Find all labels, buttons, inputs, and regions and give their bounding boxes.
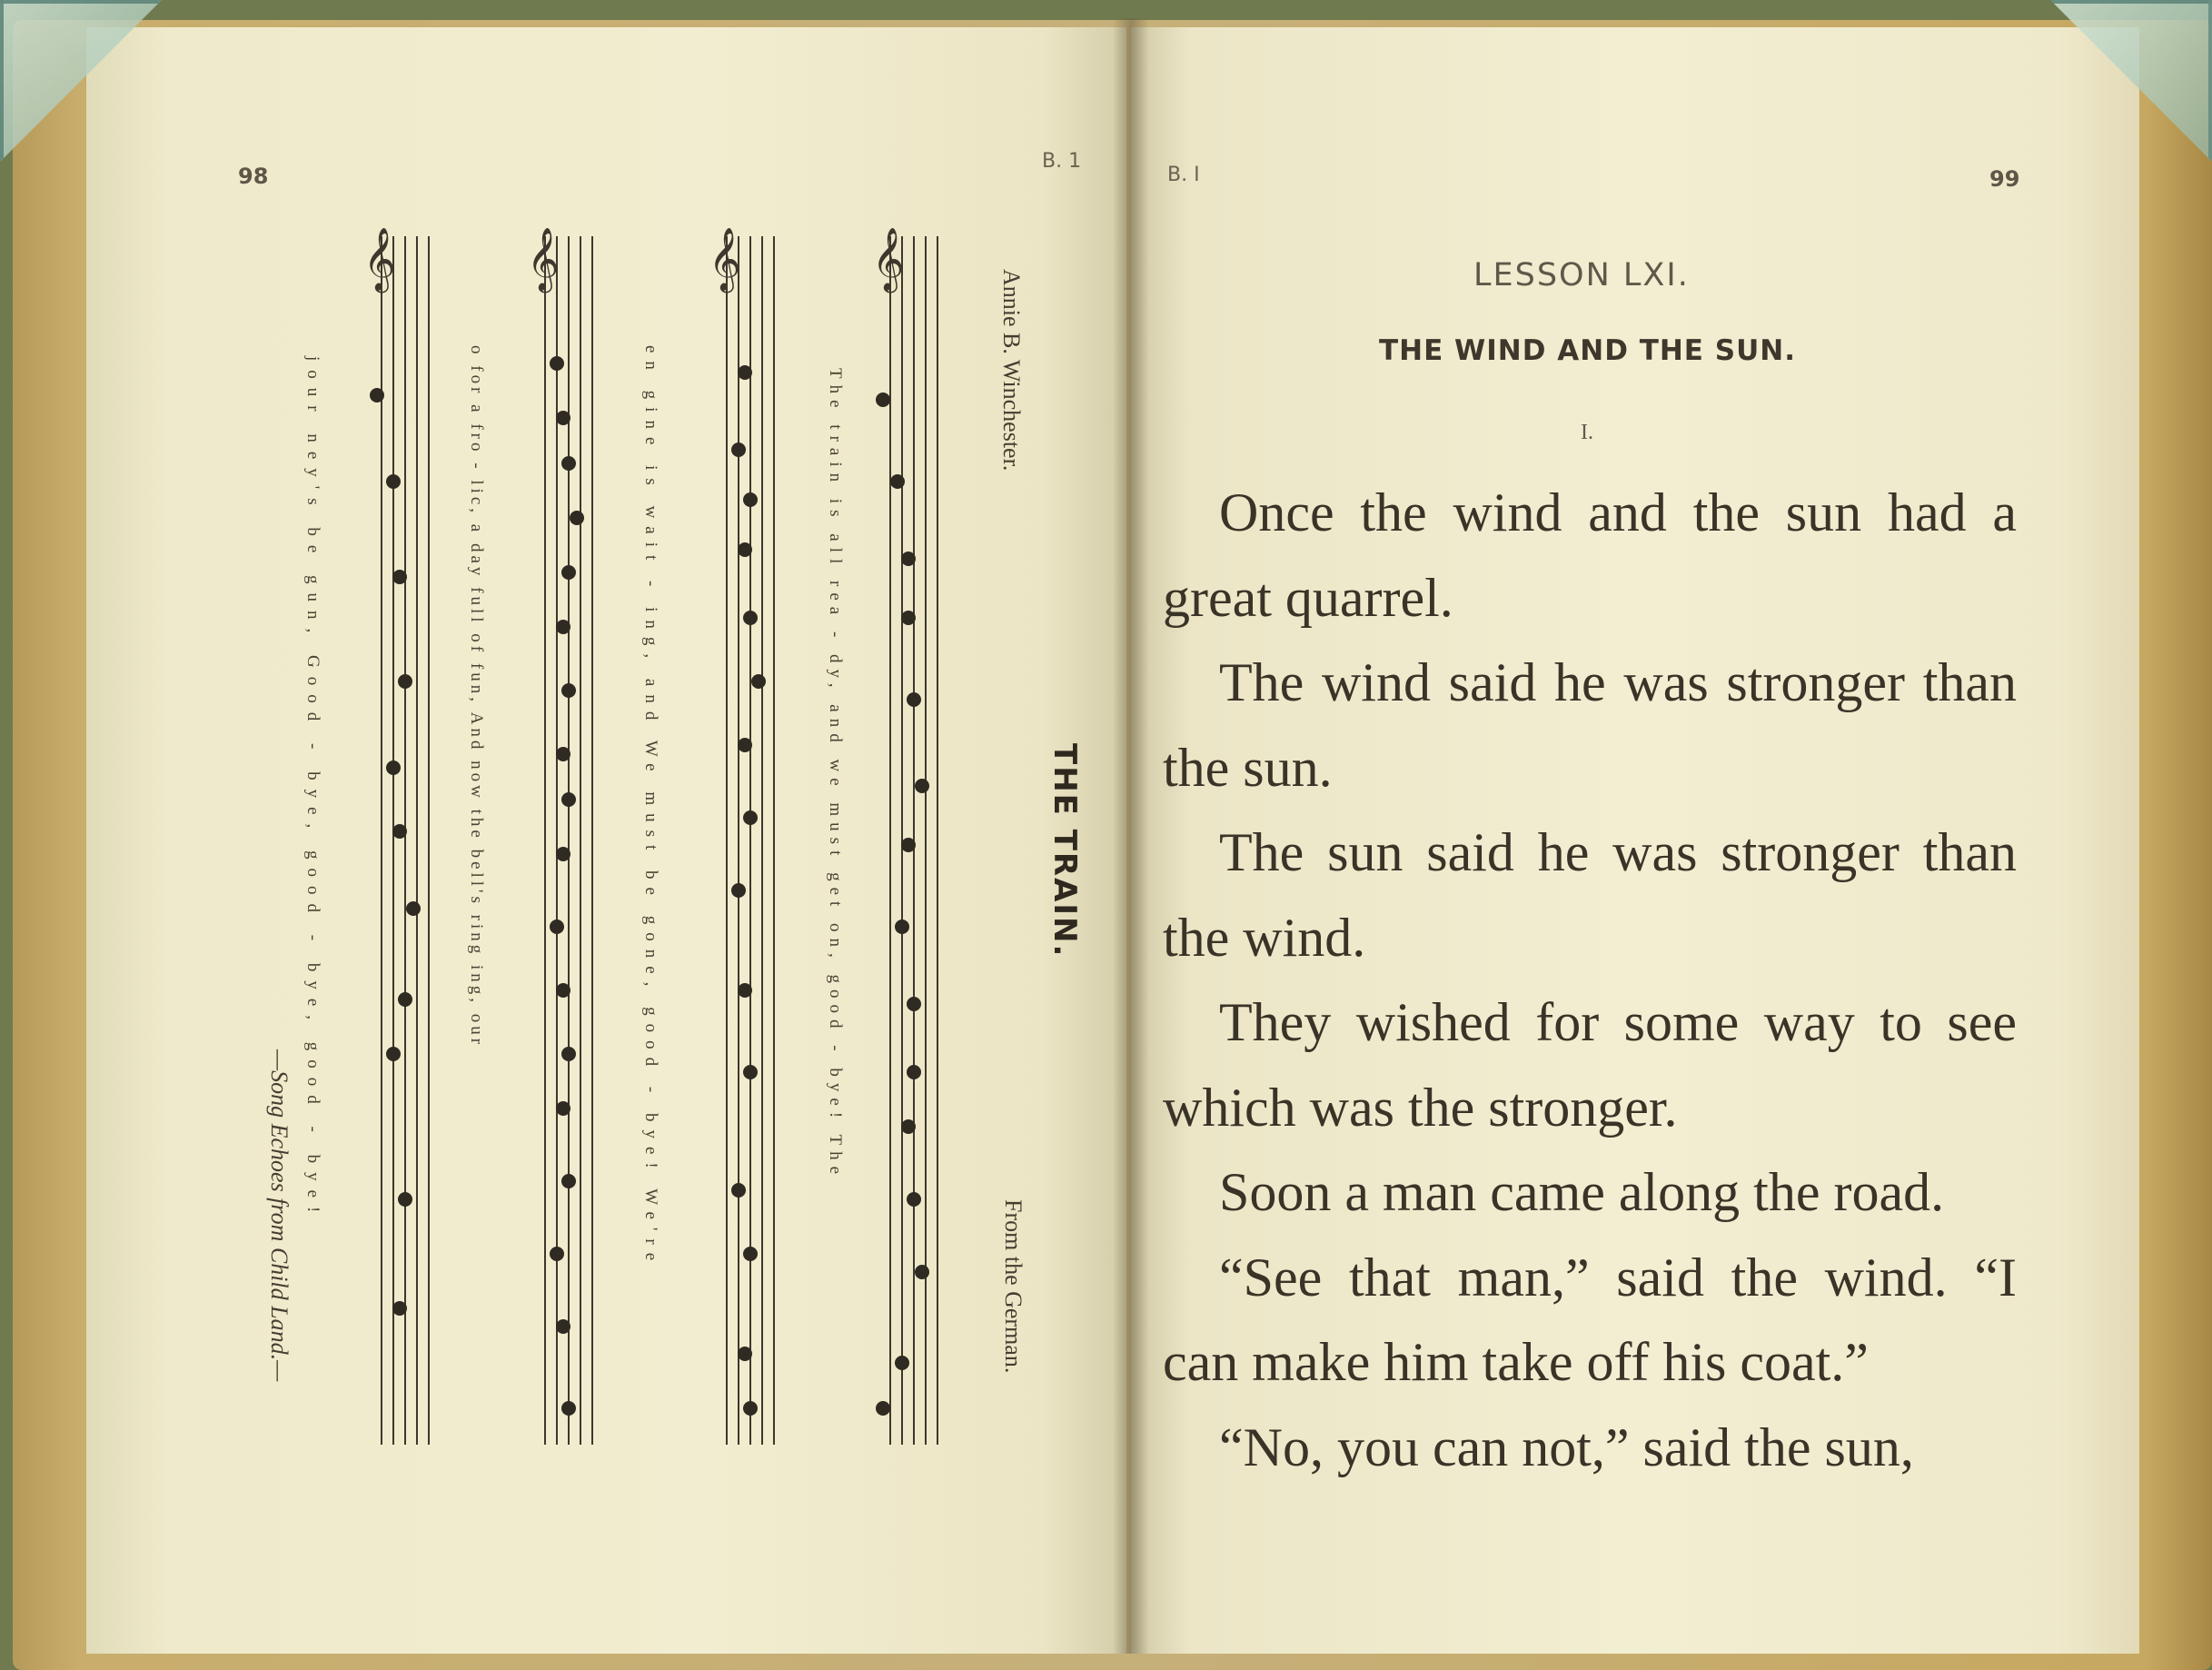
story-paragraph: The sun said he was stronger than the wind. [1163,822,2017,968]
story-paragraph: They wished for some way to see which was the stronger. [1163,992,2017,1138]
treble-clef-icon: 𝄞 [527,227,560,291]
story-paragraph: The wind said he was stronger than the sun. [1163,652,2017,798]
song-credit: —Song Echoes from Child Land.— [266,1049,293,1382]
treble-clef-icon: 𝄞 [872,227,905,291]
sheet-music [309,209,1017,1499]
notes-row-3 [550,356,584,1416]
song-author: Annie B. Winchester. [998,269,1025,472]
story-paragraph: “See that man,” said the wind. “I can make him take off his coat.” [1163,1247,2017,1392]
story-paragraph: Once the wind and the sun had a great quarrel. [1163,482,2017,628]
lyric-line-4: jour ney's be gun, Good - bye, good - bye, good - bye! [303,356,322,1222]
notes-row-4 [370,388,421,1316]
lyric-line-2: en gine is wait - ing, and We must be gone, good - bye! We're [641,345,660,1269]
staff-system-1 [872,227,937,1445]
lyric-line-1: The train is all rea - dy, and we must get on, good - bye! The [826,368,845,1181]
story-paragraph: Soon a man came along the road. [1219,1162,1945,1222]
story-paragraph: “No, you can not,” said the sun, [1219,1417,1914,1477]
lyric-line-3: o for a fro - lic, a day full of fun, And now the bell's ring ing, our [467,345,486,1049]
section-number: I. [1581,421,1593,444]
right-page-number: 99 [1989,166,2020,192]
staff-system-4 [363,227,429,1445]
song-title: THE TRAIN. [1046,743,1083,959]
staff-system-2 [709,227,774,1445]
right-signature-mark: B. I [1167,164,1200,186]
staff-system-3 [527,227,592,1445]
left-page-number: 98 [238,164,269,189]
left-signature-mark: B. 1 [1042,150,1082,173]
book-gutter [1113,18,1149,1654]
lesson-title: THE WIND AND THE SUN. [1379,334,1796,367]
song-origin: From the German. [1000,1199,1027,1374]
treble-clef-icon: 𝄞 [709,227,741,291]
notes-row-2 [731,365,766,1416]
lesson-number: LESSON LXI. [1473,257,1690,293]
treble-clef-icon: 𝄞 [363,227,396,291]
story-text [1163,471,2017,1490]
